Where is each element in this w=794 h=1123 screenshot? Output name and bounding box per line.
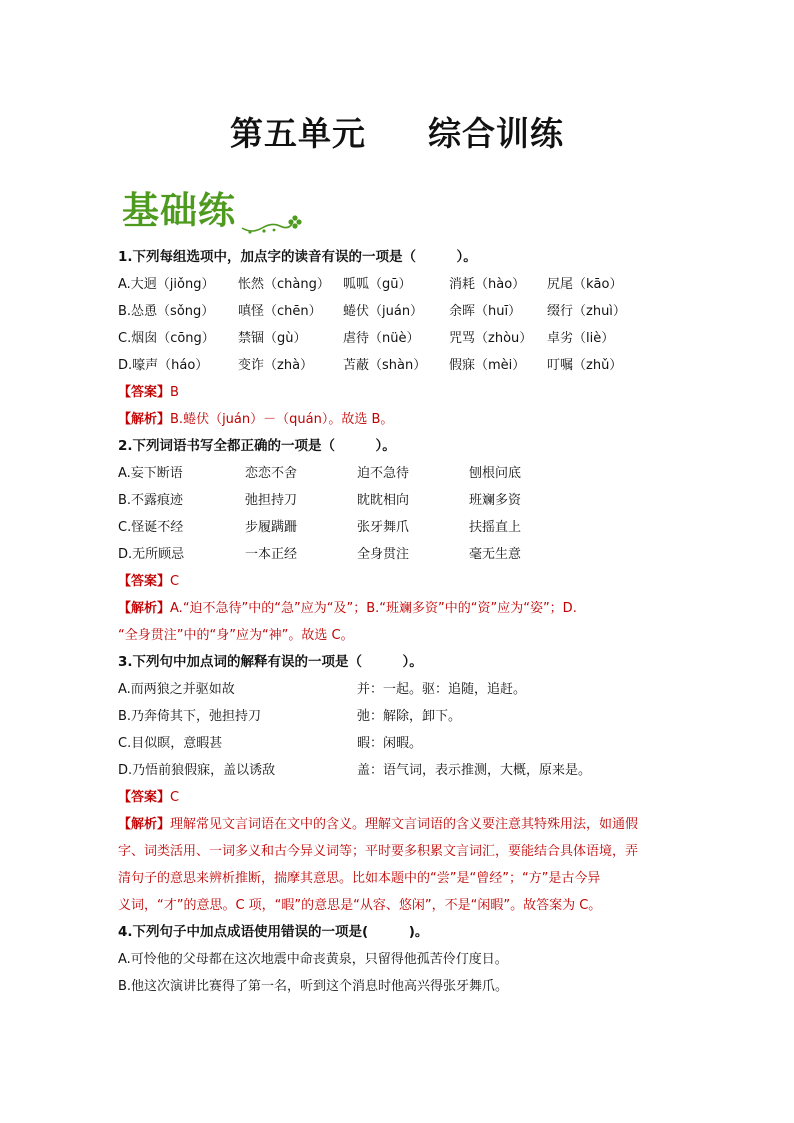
q1-cell: 咒骂（zhòu） [449, 331, 533, 346]
q2-cell: 刨根问底 [469, 466, 522, 481]
answer-tag: 【答案】 [118, 574, 171, 589]
q1-cell: B.怂恿（sǒng） [118, 304, 215, 319]
question-4-stem: 4.下列句子中加点成语使用错误的一项是( )。 [118, 924, 429, 940]
answer-value: B [170, 385, 179, 400]
q4-option: A.可怜他的父母都在这次地震中命丧黄泉，只留得他孤苦伶仃度日。 [118, 952, 508, 967]
q2-cell: 弛担持刀 [245, 493, 298, 508]
q1-cell: 叮嘱（zhǔ） [547, 358, 623, 373]
q3-option-row [118, 757, 688, 784]
q2-answer [118, 568, 688, 595]
title-unit: 第五单元 [230, 114, 366, 153]
q3-explanation: 暇：闲暇。 [357, 736, 423, 751]
q1-cell: 卓劣（liè） [547, 331, 615, 346]
q2-cell: D.无所顾忌 [118, 547, 185, 562]
q2-cell: 全身贯注 [357, 547, 410, 562]
vine-flower-icon [240, 214, 302, 236]
question-1-stem: 1.下列每组选项中，加点字的读音有误的一项是（ ）。 [118, 249, 477, 265]
q2-cell: 步履蹒跚 [245, 520, 298, 535]
analysis-text: 清句子的意思来辨析推断，揣摩其意思。比如本题中的“尝”是“曾经”；“方”是古今异 [118, 871, 601, 886]
q1-cell: 尻尾（kāo） [547, 277, 623, 292]
worksheet-body [118, 244, 688, 1000]
answer-tag: 【答案】 [118, 790, 171, 805]
title-topic: 综合训练 [428, 114, 564, 153]
q2-cell: 迫不急待 [357, 466, 410, 481]
q3-sentence: C.目似瞑，意暇甚 [118, 736, 223, 751]
q1-cell: 嗔怪（chēn） [238, 304, 322, 319]
question-2-stem: 2.下列词语书写全都正确的一项是（ ）。 [118, 438, 396, 454]
q1-cell: 假寐（mèi） [449, 358, 526, 373]
analysis-tag: 【解析】 [118, 412, 171, 427]
q3-option-row [118, 703, 688, 730]
q3-sentence: D.乃悟前狼假寐，盖以诱敌 [118, 763, 276, 778]
q2-cell: C.怪诞不经 [118, 520, 184, 535]
q3-answer [118, 784, 688, 811]
q4-option: B.他这次演讲比赛得了第一名，听到这个消息时他高兴得张牙舞爪。 [118, 979, 509, 994]
q1-option-row [118, 325, 688, 352]
q1-cell: C.烟囱（cōng） [118, 331, 215, 346]
section-header [122, 180, 292, 240]
q3-analysis [118, 811, 688, 919]
q2-cell: 张牙舞爪 [357, 520, 410, 535]
analysis-text: A.“迫不急待”中的“急”应为“及”；B.“班斓多资”中的“资”应为“姿”；D. [170, 601, 577, 616]
q1-cell: 变诈（zhà） [238, 358, 314, 373]
section-label: 基础练 [122, 189, 236, 232]
q3-option-row [118, 676, 688, 703]
q1-analysis [118, 406, 688, 433]
q3-explanation: 盖：语气词，表示推测，大概，原来是。 [357, 763, 592, 778]
analysis-text: “全身贯注”中的“身”应为“神”。故选 C。 [118, 628, 354, 643]
q1-cell: 消耗（hào） [449, 277, 526, 292]
q1-cell: D.嚎声（háo） [118, 358, 209, 373]
q2-option-row [118, 514, 688, 541]
analysis-text: 义词，“才”的意思。C 项，“暇”的意思是“从容、悠闲”，不是“闲暇”。故答案为 C。 [118, 898, 602, 913]
q2-cell: 一本正经 [245, 547, 298, 562]
q1-cell: 蜷伏（juán） [343, 304, 424, 319]
q1-option-row [118, 298, 688, 325]
q1-cell: 怅然（chàng） [238, 277, 330, 292]
q2-option-row [118, 541, 688, 568]
q2-cell: 毫无生意 [469, 547, 522, 562]
q1-cell: 虐待（nüè） [343, 331, 420, 346]
analysis-tag: 【解析】 [118, 817, 171, 832]
q2-cell: A.妄下断语 [118, 466, 183, 481]
analysis-text: B.蜷伏（juán）－（quán）。故选 B。 [170, 412, 394, 427]
q3-explanation: 弛：解除，卸下。 [357, 709, 462, 724]
q1-cell: A.大迥（jiǒng） [118, 277, 215, 292]
q1-cell: 余晖（huī） [449, 304, 522, 319]
q1-cell: 禁锢（gù） [238, 331, 307, 346]
q1-cell: 呱呱（gū） [343, 277, 412, 292]
answer-tag: 【答案】 [118, 385, 171, 400]
q1-option-row [118, 352, 688, 379]
q1-cell: 缀行（zhuì） [547, 304, 626, 319]
analysis-tag: 【解析】 [118, 601, 171, 616]
q2-cell: 班斓多资 [469, 493, 522, 508]
answer-value: C [170, 790, 180, 805]
q2-cell: 恋恋不舍 [245, 466, 298, 481]
q2-cell: 扶摇直上 [469, 520, 522, 535]
q3-explanation: 并：一起。驱：追随，追赶。 [357, 682, 527, 697]
q2-option-row [118, 487, 688, 514]
q3-sentence: A.而两狼之并驱如故 [118, 682, 235, 697]
q2-cell: 眈眈相向 [357, 493, 410, 508]
q3-sentence: B.乃奔倚其下，弛担持刀 [118, 709, 262, 724]
q1-cell: 苫蔽（shàn） [343, 358, 427, 373]
q3-option-row [118, 730, 688, 757]
q1-option-row [118, 271, 688, 298]
question-3-stem: 3.下列句中加点词的解释有误的一项是（ ）。 [118, 654, 423, 670]
q2-option-row [118, 460, 688, 487]
analysis-text: 理解常见文言词语在文中的含义。理解文言词语的含义要注意其特殊用法，如通假 [170, 817, 639, 832]
q1-answer [118, 379, 688, 406]
page-title [0, 108, 794, 155]
analysis-text: 字、词类活用、一词多义和古今异义词等；平时要多积累文言词汇，要能结合具体语境，弄 [118, 844, 639, 859]
answer-value: C [170, 574, 180, 589]
q2-cell: B.不露痕迹 [118, 493, 184, 508]
q2-analysis [118, 595, 688, 649]
